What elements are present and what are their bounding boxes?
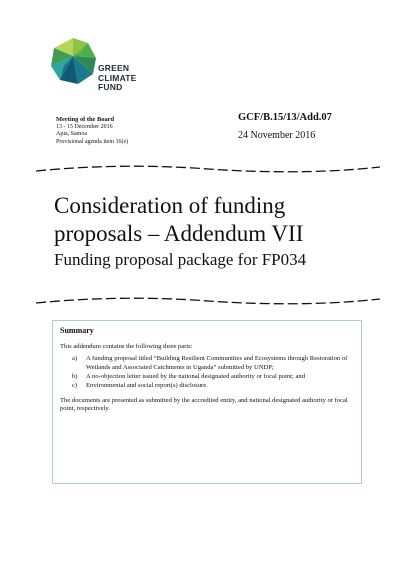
summary-intro: This addendum contains the following three parts: [60,343,193,351]
wavy-divider-bottom [36,296,380,306]
summary-heading: Summary [60,326,94,335]
meeting-info [56,116,216,146]
logo-wordmark [98,64,178,93]
list-item-text: Environmental and social report(s) disclosure. [86,382,208,390]
document-date: 24 November 2016 [238,130,316,141]
list-item-text: A funding proposal titled “Building Resilient Communities and Ecosystems through Restoration of Wetlands and Associated Catchments in Uganda” submitted by UNDP; [86,355,348,371]
list-item [72,382,354,390]
logo-line-fund: FUND [98,82,123,92]
list-item-label: a) [72,355,78,363]
meeting-dates: 13 - 15 December 2016 [56,123,113,130]
list-item-label: c) [72,382,78,390]
list-item-label: b) [72,372,78,380]
wavy-divider-top [36,164,380,174]
meeting-agenda-item: Provisional agenda item 16(e) [56,138,129,145]
summary-closing: The documents are presented as submitted by the accredited entity, and national designated authority or focal point, respectively. [60,397,348,413]
document-id: GCF/B.15/13/Add.07 [238,112,332,123]
meeting-location: Apia, Samoa [56,131,87,137]
meeting-title: Meeting of the Board [56,116,115,123]
list-item [72,373,354,381]
list-item-text: A no-objection letter issued by the national designated authority or focal point; and [86,372,306,380]
document-title: Consideration of funding proposals – Addendum VII [54,193,304,246]
logo-line-green: GREEN [98,63,130,73]
document-subtitle: Funding proposal package for FP034 [54,250,307,269]
logo-line-climate: CLIMATE [98,72,137,83]
summary-box [52,320,362,484]
gcf-polygon-globe-icon [48,36,98,86]
list-item [72,355,354,371]
